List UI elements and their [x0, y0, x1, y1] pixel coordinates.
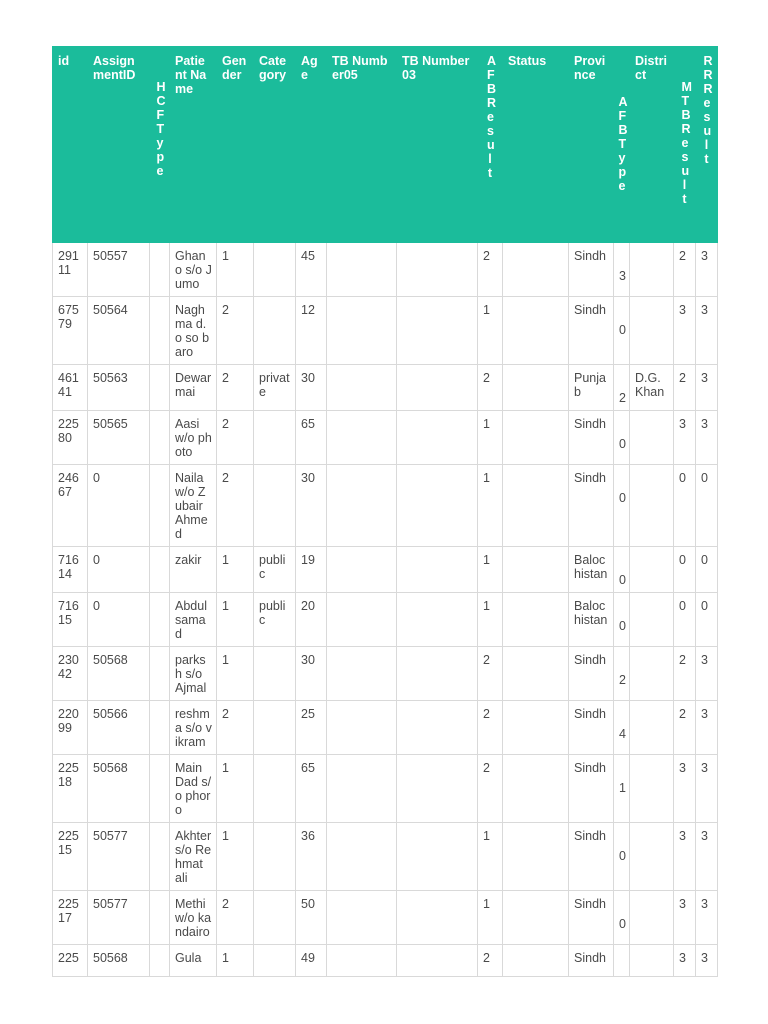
cell-gender: 1 — [217, 593, 254, 647]
cell-status — [503, 701, 569, 755]
cell-tb-number05 — [327, 411, 397, 465]
cell-tb-number05 — [327, 243, 397, 297]
cell-category — [254, 945, 296, 977]
cell-province: Punjab — [569, 365, 614, 411]
table-row — [53, 593, 718, 647]
cell-tb-number05 — [327, 755, 397, 823]
cell-hcf-type — [150, 755, 170, 823]
cell-id: 225 — [53, 945, 88, 977]
cell-mtb-result: 2 — [674, 243, 696, 297]
cell-hcf-type — [150, 647, 170, 701]
cell-patient-name: parksh s/o Ajmal — [170, 647, 217, 701]
cell-hcf-type — [150, 243, 170, 297]
cell-status — [503, 465, 569, 547]
cell-hcf-type — [150, 593, 170, 647]
table-row — [53, 945, 718, 977]
cell-hcf-type — [150, 365, 170, 411]
cell-rr-result: 3 — [696, 365, 718, 411]
cell-age: 30 — [296, 465, 327, 547]
cell-patient-name: Akhter s/o Rehmat ali — [170, 823, 217, 891]
cell-status — [503, 755, 569, 823]
cell-assignment-id: 50577 — [88, 891, 150, 945]
header-id: id — [53, 47, 88, 243]
cell-patient-name: Aasi w/o photo — [170, 411, 217, 465]
cell-patient-name: Naila w/o Zubair Ahmed — [170, 465, 217, 547]
cell-mtb-result: 3 — [674, 891, 696, 945]
cell-afb-result: 2 — [478, 365, 503, 411]
patient-records-table — [52, 46, 718, 977]
cell-mtb-result: 3 — [674, 297, 696, 365]
cell-id: 29111 — [53, 243, 88, 297]
cell-afb-result: 1 — [478, 593, 503, 647]
cell-tb-number05 — [327, 701, 397, 755]
cell-province: Sindh — [569, 411, 614, 465]
cell-id: 22518 — [53, 755, 88, 823]
cell-category — [254, 243, 296, 297]
cell-province: Sindh — [569, 647, 614, 701]
cell-assignment-id: 50557 — [88, 243, 150, 297]
header-afb-type-text: AFB Type — [618, 95, 628, 193]
cell-mtb-result: 0 — [674, 547, 696, 593]
header-rr-result — [696, 47, 718, 243]
cell-hcf-type — [150, 945, 170, 977]
table-row — [53, 411, 718, 465]
cell-afb-result: 1 — [478, 411, 503, 465]
cell-status — [503, 945, 569, 977]
cell-status — [503, 297, 569, 365]
cell-age: 12 — [296, 297, 327, 365]
cell-province: Sindh — [569, 945, 614, 977]
cell-afb-type — [614, 465, 630, 547]
cell-province: Sindh — [569, 297, 614, 365]
cell-afb-result: 2 — [478, 945, 503, 977]
cell-age: 20 — [296, 593, 327, 647]
cell-tb-number03 — [397, 297, 478, 365]
cell-afb-type — [614, 755, 630, 823]
cell-assignment-id: 50568 — [88, 647, 150, 701]
table-row — [53, 701, 718, 755]
cell-rr-result: 3 — [696, 891, 718, 945]
cell-rr-result: 3 — [696, 411, 718, 465]
cell-afb-result: 2 — [478, 243, 503, 297]
cell-id: 22580 — [53, 411, 88, 465]
cell-age: 30 — [296, 365, 327, 411]
table-body — [53, 243, 718, 977]
cell-assignment-id: 50563 — [88, 365, 150, 411]
cell-tb-number05 — [327, 297, 397, 365]
cell-afb-type-value: 0 — [619, 619, 626, 633]
cell-district — [630, 891, 674, 945]
cell-status — [503, 593, 569, 647]
cell-afb-type — [614, 593, 630, 647]
cell-age: 25 — [296, 701, 327, 755]
cell-afb-type — [614, 365, 630, 411]
header-assignment-id: AssignmentID — [88, 47, 150, 243]
cell-afb-result: 1 — [478, 465, 503, 547]
cell-afb-type — [614, 411, 630, 465]
cell-id: 46141 — [53, 365, 88, 411]
cell-province: Balochistan — [569, 547, 614, 593]
cell-mtb-result: 3 — [674, 945, 696, 977]
cell-category: public — [254, 593, 296, 647]
cell-district — [630, 547, 674, 593]
cell-patient-name: Methi w/o kandairo — [170, 891, 217, 945]
cell-status — [503, 647, 569, 701]
cell-category: private — [254, 365, 296, 411]
cell-category — [254, 891, 296, 945]
cell-id: 67579 — [53, 297, 88, 365]
cell-rr-result: 3 — [696, 297, 718, 365]
cell-gender: 2 — [217, 465, 254, 547]
cell-tb-number03 — [397, 945, 478, 977]
cell-gender: 1 — [217, 243, 254, 297]
cell-category: public — [254, 547, 296, 593]
cell-rr-result: 3 — [696, 701, 718, 755]
cell-gender: 2 — [217, 891, 254, 945]
cell-afb-result: 2 — [478, 701, 503, 755]
header-rr-result-text: RRResult — [703, 54, 713, 166]
cell-status — [503, 547, 569, 593]
header-mtb-result-text: MTBResult — [681, 80, 692, 206]
header-patient-name: Patient Name — [170, 47, 217, 243]
table-row — [53, 243, 718, 297]
cell-tb-number03 — [397, 891, 478, 945]
cell-patient-name: Naghma d.o so baro — [170, 297, 217, 365]
table-row — [53, 465, 718, 547]
header-gender: Gender — [217, 47, 254, 243]
cell-afb-type-value: 0 — [619, 849, 626, 863]
cell-id: 23042 — [53, 647, 88, 701]
cell-assignment-id: 50568 — [88, 945, 150, 977]
cell-afb-type — [614, 823, 630, 891]
header-hcf-type — [150, 47, 170, 243]
header-district: District — [630, 47, 674, 243]
cell-afb-type-value: 2 — [619, 673, 626, 687]
cell-gender: 2 — [217, 365, 254, 411]
cell-tb-number03 — [397, 365, 478, 411]
cell-mtb-result: 0 — [674, 465, 696, 547]
cell-id: 22517 — [53, 891, 88, 945]
cell-province: Balochistan — [569, 593, 614, 647]
cell-patient-name: reshma s/o vikram — [170, 701, 217, 755]
cell-id: 71614 — [53, 547, 88, 593]
cell-patient-name: Main Dad s/o phoro — [170, 755, 217, 823]
cell-gender: 1 — [217, 823, 254, 891]
cell-rr-result: 3 — [696, 823, 718, 891]
cell-category — [254, 411, 296, 465]
cell-patient-name: zakir — [170, 547, 217, 593]
header-afb-result — [478, 47, 503, 243]
header-tb-number05: TB Number05 — [327, 47, 397, 243]
cell-tb-number05 — [327, 465, 397, 547]
cell-gender: 2 — [217, 701, 254, 755]
cell-age: 65 — [296, 755, 327, 823]
cell-tb-number03 — [397, 823, 478, 891]
cell-tb-number05 — [327, 823, 397, 891]
cell-patient-name: Dewar mai — [170, 365, 217, 411]
cell-hcf-type — [150, 823, 170, 891]
cell-id: 24667 — [53, 465, 88, 547]
cell-gender: 2 — [217, 411, 254, 465]
cell-mtb-result: 2 — [674, 647, 696, 701]
cell-age: 30 — [296, 647, 327, 701]
cell-afb-result: 1 — [478, 547, 503, 593]
cell-tb-number05 — [327, 945, 397, 977]
cell-tb-number05 — [327, 547, 397, 593]
cell-patient-name: Ghano s/o Jumo — [170, 243, 217, 297]
cell-age: 19 — [296, 547, 327, 593]
cell-tb-number05 — [327, 891, 397, 945]
cell-tb-number03 — [397, 701, 478, 755]
cell-tb-number03 — [397, 243, 478, 297]
table-row — [53, 297, 718, 365]
cell-hcf-type — [150, 411, 170, 465]
cell-hcf-type — [150, 547, 170, 593]
cell-category — [254, 823, 296, 891]
cell-afb-type-value: 0 — [619, 917, 626, 931]
cell-hcf-type — [150, 701, 170, 755]
cell-status — [503, 823, 569, 891]
cell-district — [630, 411, 674, 465]
cell-afb-result: 1 — [478, 823, 503, 891]
cell-patient-name: Gula — [170, 945, 217, 977]
header-afb-result-text: AFBResult — [487, 54, 497, 180]
cell-afb-result: 1 — [478, 891, 503, 945]
cell-afb-result: 1 — [478, 297, 503, 365]
cell-category — [254, 647, 296, 701]
cell-age: 49 — [296, 945, 327, 977]
cell-category — [254, 701, 296, 755]
cell-age: 36 — [296, 823, 327, 891]
cell-district — [630, 701, 674, 755]
cell-status — [503, 243, 569, 297]
cell-assignment-id: 0 — [88, 593, 150, 647]
cell-afb-type-value: 1 — [619, 781, 626, 795]
cell-assignment-id: 50564 — [88, 297, 150, 365]
cell-district: D.G. Khan — [630, 365, 674, 411]
header-row — [53, 47, 718, 243]
cell-age: 65 — [296, 411, 327, 465]
cell-district — [630, 647, 674, 701]
table-row — [53, 823, 718, 891]
cell-rr-result: 0 — [696, 465, 718, 547]
cell-rr-result: 3 — [696, 647, 718, 701]
cell-gender: 1 — [217, 647, 254, 701]
cell-status — [503, 411, 569, 465]
cell-gender: 1 — [217, 755, 254, 823]
cell-province: Sindh — [569, 701, 614, 755]
header-tb-number03: TB Number03 — [397, 47, 478, 243]
cell-district — [630, 465, 674, 547]
cell-tb-number05 — [327, 593, 397, 647]
cell-id: 22099 — [53, 701, 88, 755]
cell-gender: 1 — [217, 547, 254, 593]
cell-district — [630, 755, 674, 823]
cell-tb-number03 — [397, 547, 478, 593]
cell-age: 50 — [296, 891, 327, 945]
cell-district — [630, 593, 674, 647]
cell-assignment-id: 50577 — [88, 823, 150, 891]
header-mtb-result — [674, 47, 696, 243]
cell-tb-number03 — [397, 593, 478, 647]
cell-province: Sindh — [569, 243, 614, 297]
cell-rr-result: 0 — [696, 547, 718, 593]
cell-category — [254, 465, 296, 547]
cell-hcf-type — [150, 891, 170, 945]
cell-rr-result: 0 — [696, 593, 718, 647]
cell-assignment-id: 0 — [88, 465, 150, 547]
cell-id: 71615 — [53, 593, 88, 647]
cell-age: 45 — [296, 243, 327, 297]
cell-province: Sindh — [569, 823, 614, 891]
cell-afb-type-value: 0 — [619, 491, 626, 505]
cell-assignment-id: 0 — [88, 547, 150, 593]
header-status: Status — [503, 47, 569, 243]
cell-province: Sindh — [569, 465, 614, 547]
cell-afb-type-value — [619, 945, 625, 971]
cell-mtb-result: 3 — [674, 823, 696, 891]
header-age: Age — [296, 47, 327, 243]
cell-mtb-result: 3 — [674, 755, 696, 823]
cell-afb-type-value: 3 — [619, 269, 626, 283]
cell-tb-number03 — [397, 411, 478, 465]
table-row — [53, 547, 718, 593]
cell-patient-name: Abdul samad — [170, 593, 217, 647]
table-row — [53, 755, 718, 823]
table-row — [53, 365, 718, 411]
header-hcf-type-text: HCF Type — [156, 80, 166, 178]
cell-mtb-result: 2 — [674, 701, 696, 755]
cell-province: Sindh — [569, 755, 614, 823]
cell-tb-number03 — [397, 465, 478, 547]
cell-province: Sindh — [569, 891, 614, 945]
header-category: Category — [254, 47, 296, 243]
cell-afb-type-value: 0 — [619, 323, 626, 337]
cell-afb-type-value: 0 — [619, 573, 626, 587]
cell-hcf-type — [150, 465, 170, 547]
cell-assignment-id: 50565 — [88, 411, 150, 465]
cell-rr-result: 3 — [696, 755, 718, 823]
cell-tb-number05 — [327, 647, 397, 701]
cell-district — [630, 945, 674, 977]
cell-afb-type — [614, 945, 630, 977]
cell-afb-type — [614, 547, 630, 593]
cell-afb-type — [614, 891, 630, 945]
cell-assignment-id: 50568 — [88, 755, 150, 823]
cell-afb-type-value: 4 — [619, 727, 626, 741]
cell-rr-result: 3 — [696, 945, 718, 977]
cell-rr-result: 3 — [696, 243, 718, 297]
cell-tb-number05 — [327, 365, 397, 411]
cell-mtb-result: 0 — [674, 593, 696, 647]
cell-district — [630, 297, 674, 365]
cell-category — [254, 755, 296, 823]
cell-afb-type — [614, 297, 630, 365]
cell-district — [630, 823, 674, 891]
cell-gender: 1 — [217, 945, 254, 977]
header-province: Province — [569, 47, 614, 243]
table-header — [53, 47, 718, 243]
cell-afb-result: 2 — [478, 755, 503, 823]
cell-afb-type-value: 0 — [619, 437, 626, 451]
cell-afb-result: 2 — [478, 647, 503, 701]
table-row — [53, 647, 718, 701]
table-row — [53, 891, 718, 945]
cell-tb-number03 — [397, 755, 478, 823]
cell-tb-number03 — [397, 647, 478, 701]
cell-afb-type — [614, 701, 630, 755]
cell-gender: 2 — [217, 297, 254, 365]
cell-id: 22515 — [53, 823, 88, 891]
cell-hcf-type — [150, 297, 170, 365]
cell-afb-type — [614, 647, 630, 701]
cell-status — [503, 365, 569, 411]
header-afb-type — [614, 47, 630, 243]
cell-assignment-id: 50566 — [88, 701, 150, 755]
cell-district — [630, 243, 674, 297]
cell-mtb-result: 3 — [674, 411, 696, 465]
cell-status — [503, 891, 569, 945]
cell-category — [254, 297, 296, 365]
cell-mtb-result: 2 — [674, 365, 696, 411]
cell-afb-type — [614, 243, 630, 297]
cell-afb-type-value: 2 — [619, 391, 626, 405]
